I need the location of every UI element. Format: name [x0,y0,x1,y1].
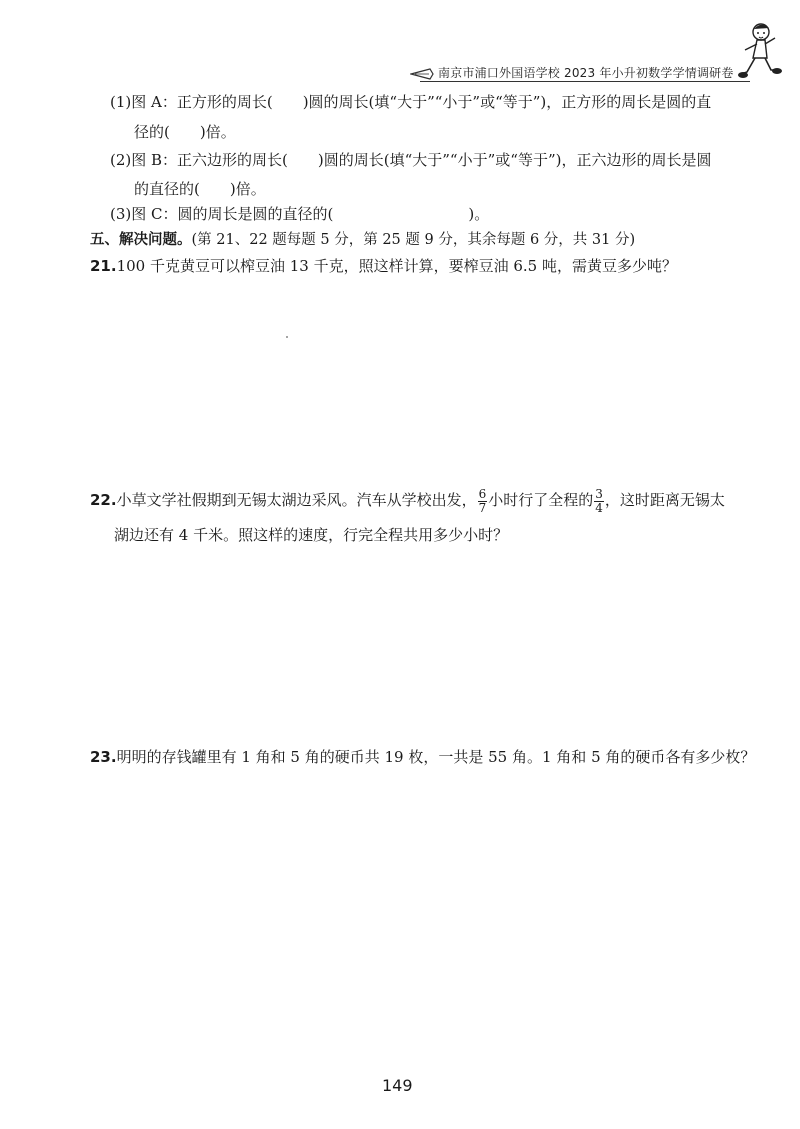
question-21-number: 21. [90,257,117,275]
fraction-2-denominator: 4 [595,500,603,515]
question-22-text-c: ，这时距离无锡太 [604,491,725,509]
page-header [410,48,750,88]
question-21-text: 100 千克黄豆可以榨豆油 13 千克，照这样计算，要榨豆油 6.5 吨，需黄豆多少吨？ [116,257,677,275]
q1-line1: (1)图 A：正方形的周长( )圆的周长(填“大于”“小于”或“等于”)，正方形的周长是圆的直 [110,93,712,111]
question-22-line1 [90,483,725,517]
question-22-text-b: 小时行了全程的 [488,491,594,509]
question-23-number: 23. [90,748,117,766]
question-23 [90,747,755,767]
fraction-six-sevenths [478,488,488,515]
fraction-1-denominator: 7 [478,500,487,515]
q1-line2: 径的( )倍。 [134,123,236,141]
question-22-text-a: 小草文学社假期到无锡太湖边采风。汽车从学校出发， [116,491,477,509]
question-22-number: 22. [90,491,117,509]
page-number: 149 [382,1076,413,1095]
q2-line2: 的直径的( )倍。 [134,180,266,198]
pen-icon [410,66,434,85]
section-5-note: (第 21、22 题每题 5 分，第 25 题 9 分，其余每题 6 分，共 31 分) [191,232,636,248]
fraction-three-quarters [594,488,604,515]
q3-line1: (3)图 C：圆的周长是圆的直径的( )。 [110,205,490,223]
header-rule [420,81,750,82]
section-5-title [90,228,635,249]
stray-dot [286,336,288,338]
question-23-text: 明明的存钱罐里有 1 角和 5 角的硬币共 19 枚，一共是 55 角。1 角和 5 角的硬币各有多少枚？ [116,748,756,766]
fraction-1-numerator: 6 [478,486,487,501]
running-kid-icon [735,20,783,86]
question-21 [90,256,677,276]
header-title: 南京市浦口外国语学校 2023 年小升初数学学情调研卷 [438,66,734,80]
fraction-2-numerator: 3 [595,486,603,501]
section-5-heading: 五、解决问题。 [90,232,192,248]
q2-line1: (2)图 B：正六边形的周长( )圆的周长(填“大于”“小于”或“等于”)，正六边形的周长是圆 [110,151,712,169]
question-22-line2: 湖边还有 4 千米。照这样的速度，行完全程共用多少小时？ [114,526,509,544]
